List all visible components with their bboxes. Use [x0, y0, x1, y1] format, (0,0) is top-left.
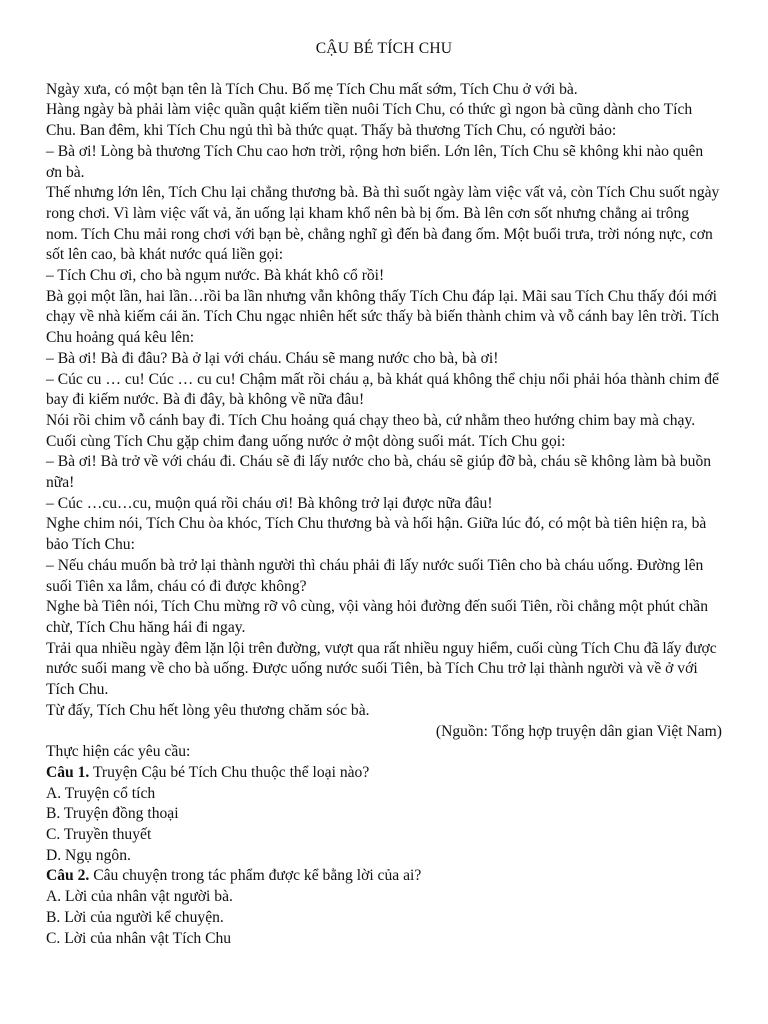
question-line: [46, 866, 722, 887]
story-paragraph: – Cúc …cu…cu, muộn quá rồi cháu ơi! Bà không trở lại được nữa đâu!: [46, 494, 493, 512]
story-paragraph: – Cúc cu … cu! Cúc … cu cu! Chậm mất rồi cháu ạ, bà khát quá không thể chịu nổi phải hóa thành chim để bay đi kiếm nước. Bà đi đây, bà không về nữa đâu!: [46, 370, 719, 409]
question-line: [46, 763, 722, 784]
story-paragraph: Bà gọi một lần, hai lần…rồi ba lần nhưng vẫn không thấy Tích Chu đáp lại. Mãi sau Tích Chu thấy đói mới chạy về nhà kiếm cái ăn. Tích Chu ngạc nhiên hết sức thấy bà biến thành chim và vỗ cánh bay lên trời. Tích Chu hoảng quá kêu lên:: [46, 287, 720, 347]
story-paragraph: Ngày xưa, có một bạn tên là Tích Chu. Bố mẹ Tích Chu mất sớm, Tích Chu ở với bà.: [46, 80, 578, 98]
story-paragraph: Nghe chim nói, Tích Chu òa khóc, Tích Chu thương bà và hối hận. Giữa lúc đó, có một bà tiên hiện ra, bà bảo Tích Chu:: [46, 515, 707, 554]
source-citation: (Nguồn: Tổng hợp truyện dân gian Việt Nam): [435, 722, 722, 740]
story-paragraph: Thế nhưng lớn lên, Tích Chu lại chẳng thương bà. Bà thì suốt ngày làm việc vất vả, còn Tích Chu suốt ngày rong chơi. Vì làm việc vất vả, ăn uống lại kham khổ nên bà bị ốm. Bà lên cơn sốt nhưng chẳng ai trông nom. Tích Chu mải rong chơi với bạn bè, chẳng nghĩ gì đến bà đang ốm. Một buổi trưa, trời nóng nực, cơn sốt lên cao, bà khát nước quá liền gọi:: [46, 184, 720, 264]
story-paragraph: Trải qua nhiều ngày đêm lặn lội trên đường, vượt qua rất nhiều nguy hiểm, cuối cùng Tích Chu đã lấy được nước suối mang về cho bà uống. Được uống nước suối Tiên, bà Tích Chu trở lại thành người và về ở với Tích Chu.: [46, 639, 717, 699]
story-paragraph: Nói rồi chim vỗ cánh bay đi. Tích Chu hoảng quá chạy theo bà, cứ nhằm theo hướng chim bay mà chạy. Cuối cùng Tích Chu gặp chim đang uống nước ở một dòng suối mát. Tích Chu gọi:: [46, 411, 696, 450]
story-paragraph: Từ đấy, Tích Chu hết lòng yêu thương chăm sóc bà.: [46, 701, 370, 719]
question-text: Truyện Cậu bé Tích Chu thuộc thể loại nào?: [89, 763, 370, 781]
question-1: [46, 763, 722, 867]
question-text: Câu chuyện trong tác phẩm được kể bằng lời của ai?: [89, 867, 422, 885]
story-paragraph: – Nếu cháu muốn bà trở lại thành người thì cháu phải đi lấy nước suối Tiên cho bà cháu uống. Đường lên suối Tiên xa lắm, cháu có đi được không?: [46, 556, 704, 595]
answer-option: D. Ngụ ngôn.: [46, 846, 131, 864]
story-paragraph: – Bà ơi! Bà đi đâu? Bà ở lại với cháu. Cháu sẽ mang nước cho bà, bà ơi!: [46, 349, 499, 367]
answer-option: C. Truyền thuyết: [46, 826, 152, 844]
story-body: [46, 80, 722, 722]
answer-option: B. Lời của người kể chuyện.: [46, 908, 224, 926]
answer-option: B. Truyện đồng thoại: [46, 805, 179, 823]
story-paragraph: Hàng ngày bà phải làm việc quần quật kiếm tiền nuôi Tích Chu, có thức gì ngon bà cũng dành cho Tích Chu. Ban đêm, khi Tích Chu ngủ thì bà thức quạt. Thấy bà thương Tích Chu, có người bảo:: [46, 101, 693, 140]
question-label: Câu 2.: [46, 867, 90, 885]
document-title: CẬU BÉ TÍCH CHU: [315, 40, 453, 57]
question-label: Câu 1.: [46, 763, 90, 781]
story-paragraph: Nghe bà Tiên nói, Tích Chu mừng rỡ vô cùng, vội vàng hỏi đường đến suối Tiên, rồi chẳng một phút chần chừ, Tích Chu hăng hái đi ngay.: [46, 598, 709, 636]
story-paragraph: – Bà ơi! Bà trở về với cháu đi. Cháu sẽ đi lấy nước cho bà, cháu sẽ giúp đỡ bà, cháu sẽ không làm bà buồn nữa!: [46, 453, 712, 492]
story-paragraph: – Bà ơi! Lòng bà thương Tích Chu cao hơn trời, rộng hơn biển. Lớn lên, Tích Chu sẽ không khi nào quên ơn bà.: [46, 142, 704, 181]
question-2: [46, 866, 722, 949]
answer-option: A. Lời của nhân vật người bà.: [46, 888, 233, 906]
answer-option: A. Truyện cổ tích: [46, 784, 156, 802]
answer-option: C. Lời của nhân vật Tích Chu: [46, 929, 232, 947]
instructions-heading: Thực hiện các yêu cầu:: [46, 743, 191, 761]
story-paragraph: – Tích Chu ơi, cho bà ngụm nước. Bà khát khô cổ rồi!: [46, 267, 385, 285]
